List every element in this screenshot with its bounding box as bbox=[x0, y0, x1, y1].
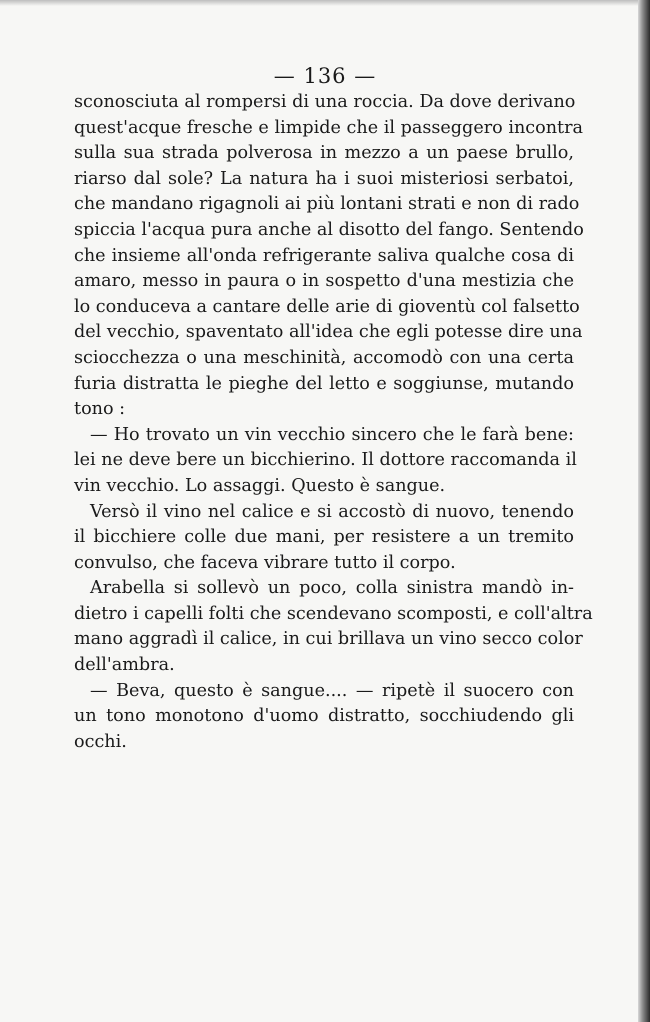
text-line: il bicchiere colle due mani, per resistere a un tremito bbox=[74, 527, 574, 548]
text-line: occhi. bbox=[74, 731, 127, 752]
text-line: un tono monotono d'uomo distratto, socchiudendo gli bbox=[74, 706, 574, 727]
text-line: convulso, che faceva vibrare tutto il corpo. bbox=[74, 552, 456, 573]
text-line: Versò il vino nel calice e si accostò di nuovo, tenendo bbox=[90, 501, 574, 522]
text-line: sciocchezza o una meschinità, accomodò con una certa bbox=[74, 347, 574, 368]
text-line: che mandano rigagnoli ai più lontani strati e non di rado bbox=[74, 194, 580, 215]
text-line: del vecchio, spaventato all'idea che egli potesse dire una bbox=[74, 322, 583, 343]
text-line: mano aggradì il calice, in cui brillava un vino secco color bbox=[74, 629, 583, 650]
text-line: amaro, messo in paura o in sospetto d'una mestizia che bbox=[74, 271, 574, 292]
body-text bbox=[74, 90, 593, 755]
text-line: lo conduceva a cantare delle arie di gioventù col falsetto bbox=[74, 296, 580, 317]
page-binding-shadow bbox=[638, 0, 650, 1022]
page-number: — 136 — bbox=[273, 64, 377, 88]
text-line: Arabella si sollevò un poco, colla sinistra mandò in- bbox=[90, 578, 574, 599]
text-line: tono : bbox=[74, 399, 126, 420]
text-line: dietro i capelli folti che scendevano scomposti, e coll'altra bbox=[74, 603, 593, 624]
text-line: vin vecchio. Lo assaggi. Questo è sangue. bbox=[74, 475, 446, 496]
text-line: furia distratta le pieghe del letto e soggiunse, mutando bbox=[74, 373, 574, 394]
text-line: riarso dal sole? La natura ha i suoi misteriosi serbatoi, bbox=[74, 168, 574, 189]
text-line: dell'ambra. bbox=[74, 655, 175, 676]
page-top-shadow bbox=[0, 0, 650, 6]
text-line: che insieme all'onda refrigerante saliva qualche cosa di bbox=[74, 245, 574, 266]
text-line: lei ne deve bere un bicchierino. Il dottore raccomanda il bbox=[74, 450, 577, 471]
text-line: quest'acque fresche e limpide che il passeggero incontra bbox=[74, 117, 584, 138]
text-line: — Beva, questo è sangue.... — ripetè il suocero con bbox=[90, 680, 574, 701]
text-line: sconosciuta al rompersi di una roccia. Da dove derivano bbox=[74, 92, 576, 112]
text-line: — Ho trovato un vin vecchio sincero che le farà bene: bbox=[90, 424, 574, 445]
text-line: sulla sua strada polverosa in mezzo a un paese brullo, bbox=[74, 143, 574, 164]
text-line: spiccia l'acqua pura anche al disotto del fango. Sentendo bbox=[74, 219, 584, 240]
